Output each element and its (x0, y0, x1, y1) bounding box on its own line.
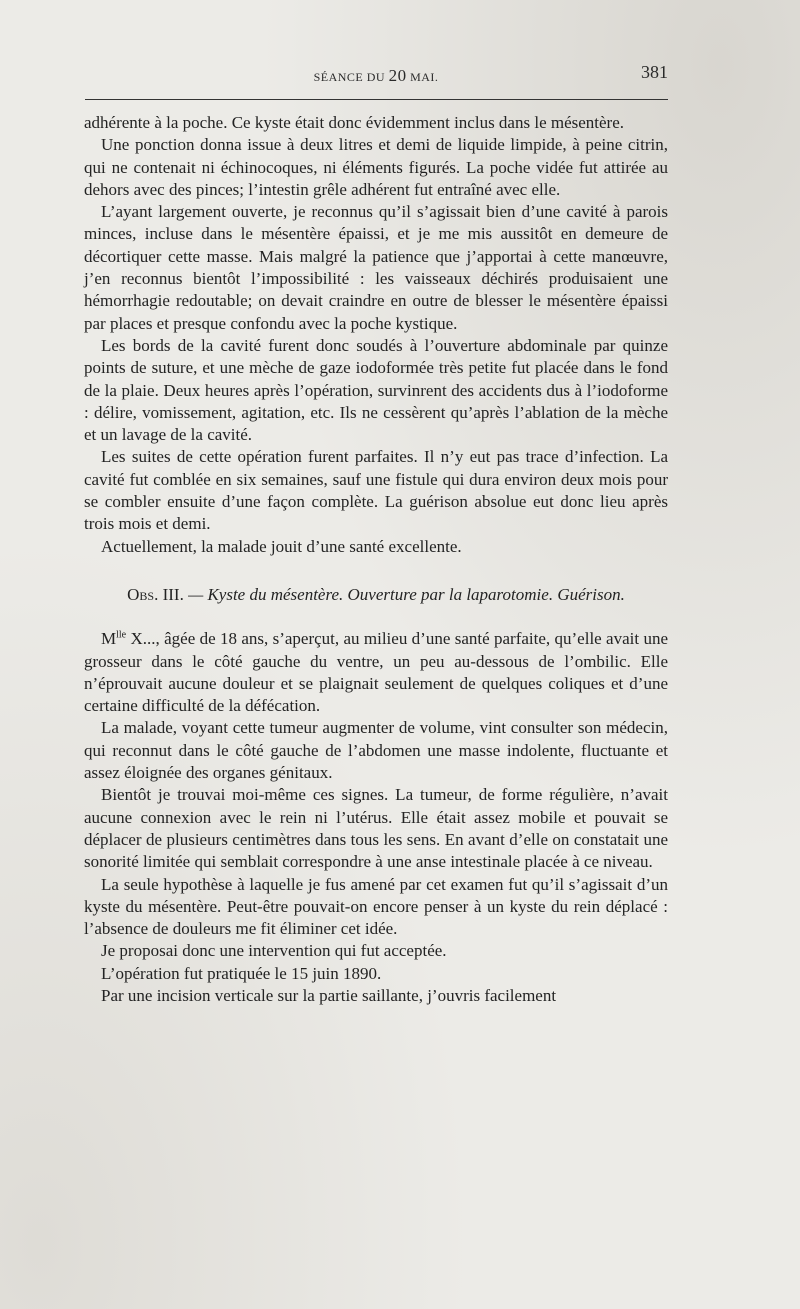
paragraph-7 (84, 628, 668, 717)
observation-title: — Kyste du mésentère. Ouverture par la laparotomie. Guérison. (183, 584, 625, 604)
paragraph-13: Par une incision verticale sur la partie saillante, j’ouvris facilement (101, 985, 557, 1005)
paragraph-11: Je proposai donc une intervention qui fut acceptée. (101, 941, 447, 961)
running-header (84, 62, 668, 88)
paragraph-12: L’opération fut pratiquée le 15 juin 1890. (101, 963, 382, 983)
paragraph-3: L’ayant largement ouverte, je reconnus qu’il s’agissait bien d’une cavité à parois minces, incluse dans le mésentère épaissi, et je me mis aussitôt en demeure de décortiquer cette masse. Mais malgré la patience que j’apportai à cette manœuvre, j’en reconnus bientôt l’impossibilité : les vaisseaux déchirés produisaient une hémorrhagie redoutable; on devait craindre en outre de blesser le mésentère épaissi par places et presque confondu avec la poche kystique. (84, 202, 668, 333)
observation-heading (84, 584, 668, 606)
header-title (84, 66, 668, 86)
paragraph-2: Une ponction donna issue à deux litres et demi de liquide limpide, à peine citrin, qui ne contenait ni échinocoques, ni éléments figurés. La poche vidée fut attirée au dehors avec des pinces; l’intestin grêle adhérent fut entraîné avec elle. (84, 135, 668, 199)
paragraph-9: Bientôt je trouvai moi-même ces signes. La tumeur, de forme régulière, n’avait aucune connexion avec le rein ni l’utérus. Elle était assez mobile et pouvait se déplacer de plusieurs centimètres dans tous les sens. En avant d’elle on constatait une sonorité limitée qui semblait correspondre à une anse intestinale placée à ce niveau. (84, 785, 668, 872)
header-title-day: 20 (388, 66, 407, 85)
observation-label: Obs. III. (127, 584, 184, 604)
paragraph-6: Actuellement, la malade jouit d’une santé excellente. (101, 536, 462, 556)
body-text (84, 112, 668, 1007)
header-title-post: MAI. (406, 70, 439, 84)
paragraph-1: adhérente à la poche. Ce kyste était donc évidemment inclus dans le mésentère. (84, 113, 625, 132)
page-number: 381 (641, 62, 668, 82)
paragraph-10: La seule hypothèse à laquelle je fus amené par cet examen fut qu’il s’agissait d’un kyste du mésentère. Peut-être pouvait-on encore penser à un kyste du rein déplacé : l’absence de douleurs me fit éliminer cet idée. (84, 874, 668, 939)
paragraph-5: Les suites de cette opération furent parfaites. Il n’y eut pas trace d’infection. La cavité fut comblée en six semaines, sauf une fistule qui dura environ deux mois pour se combler ensuite d’une façon complète. La guérison absolue eut donc lieu après trois mois et demi. (84, 447, 668, 534)
paragraph-7-rest: X..., âgée de 18 ans, s’aperçut, au milieu d’une santé parfaite, qu’elle avait une grosseur dans le côté gauche du ventre, un peu au-dessous de l’ombilic. Elle n’éprouvait aucune douleur et se plaignait seulement de quelques coliques et d’une certaine difficulté de la défécation. (84, 629, 668, 716)
paragraph-7-sup: lle (116, 629, 127, 641)
paragraph-8: La malade, voyant cette tumeur augmenter de volume, vint consulter son médecin, qui reconnut dans le côté gauche de l’abdomen une masse indolente, fluctuante et assez éloignée des organes génitaux. (84, 718, 668, 783)
paragraph-4: Les bords de la cavité furent donc soudés à l’ouverture abdominale par quinze points de suture, et une mèche de gaze iodoformée très petite fut placée dans le fond de la plaie. Deux heures après l’opération, survinrent des accidents dus à l’iodoforme : délire, vomissement, agitation, etc. Ils ne cessèrent qu’après l’ablation de la mèche et un lavage de la cavité. (84, 335, 668, 445)
paragraph-7-m: M (101, 629, 117, 649)
header-rule (85, 99, 668, 100)
header-title-pre: SÉANCE DU (313, 70, 389, 84)
